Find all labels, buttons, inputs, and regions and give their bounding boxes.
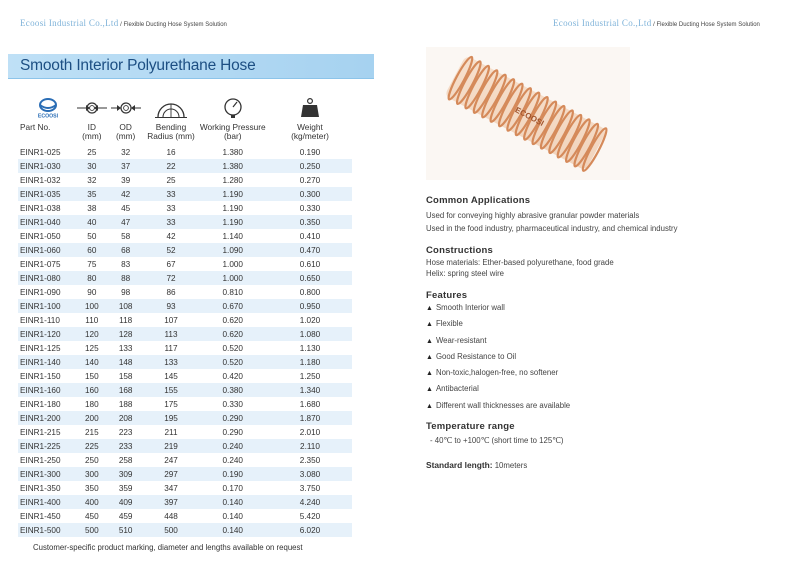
applications-heading: Common Applications xyxy=(426,195,531,206)
bending-radius-cell: 93 xyxy=(144,299,197,313)
working-pressure-cell: 1.380 xyxy=(198,159,268,173)
features-heading: Features xyxy=(426,290,468,301)
id-icon-cell xyxy=(77,96,107,122)
pressure-icon-cell xyxy=(198,96,268,122)
triangle-bullet-icon: ▲ xyxy=(426,321,433,328)
weight-cell: 0.610 xyxy=(299,259,321,269)
od-cell: 148 xyxy=(107,355,145,369)
part-no-cell: EINR1-100 xyxy=(18,299,77,313)
triangle-bullet-icon: ▲ xyxy=(426,370,433,377)
header-right xyxy=(553,18,760,28)
od-cell: 223 xyxy=(118,427,133,437)
working-pressure-cell: 0.170 xyxy=(222,483,243,493)
applications-line: Used in the food industry, pharmaceutical industry, and chemical industry xyxy=(426,224,678,233)
col-header-unit: (bar) xyxy=(223,131,242,141)
standard-length-value: 10meters xyxy=(494,461,528,470)
bending-radius-icon xyxy=(155,97,187,119)
feature-text: Flexible xyxy=(435,319,463,328)
triangle-bullet-icon: ▲ xyxy=(426,354,433,361)
table-row xyxy=(18,481,352,495)
id-cell: 40 xyxy=(77,215,107,229)
id-cell: 350 xyxy=(84,483,99,493)
inner-diameter-icon xyxy=(77,101,107,115)
bending-radius-cell: 86 xyxy=(166,287,176,297)
hose-image xyxy=(426,47,630,180)
bending-radius-cell: 247 xyxy=(164,455,178,465)
id-cell: 25 xyxy=(87,147,97,157)
triangle-bullet-icon: ▲ xyxy=(426,386,433,393)
working-pressure-cell: 0.140 xyxy=(198,523,268,537)
table-row xyxy=(18,397,352,411)
od-cell: 118 xyxy=(119,315,133,325)
pressure-gauge-icon xyxy=(222,97,244,119)
weight-cell: 5.420 xyxy=(299,511,321,521)
feature-item xyxy=(426,352,516,361)
part-no-cell: EINR1-040 xyxy=(18,215,77,229)
spec-table xyxy=(18,96,352,537)
working-pressure-cell: 0.620 xyxy=(222,315,243,325)
table-row xyxy=(18,243,352,257)
od-cell: 37 xyxy=(107,159,145,173)
temperature-value: - 40℃ to +100℃ (short time to 125℃) xyxy=(430,436,564,445)
table-row xyxy=(18,229,352,243)
working-pressure-cell: 0.140 xyxy=(198,495,268,509)
id-cell: 110 xyxy=(85,315,99,325)
od-cell: 83 xyxy=(121,259,131,269)
part-no-cell: EINR1-400 xyxy=(18,495,77,509)
table-row xyxy=(18,201,352,215)
weight-icon-cell xyxy=(268,96,352,122)
table-row xyxy=(18,341,352,355)
bending-radius-cell: 145 xyxy=(164,371,178,381)
od-cell: 42 xyxy=(107,187,145,201)
weight-cell: 1.340 xyxy=(268,383,352,397)
part-no-cell: EINR1-300 xyxy=(18,467,77,481)
working-pressure-cell: 0.190 xyxy=(198,467,268,481)
working-pressure-cell: 1.190 xyxy=(198,187,268,201)
title-banner xyxy=(8,54,374,79)
working-pressure-cell: 1.000 xyxy=(222,259,243,269)
working-pressure-cell: 0.380 xyxy=(198,383,268,397)
col-header-weight xyxy=(268,122,352,145)
standard-length-label: Standard length: xyxy=(426,460,493,470)
working-pressure-cell: 0.140 xyxy=(222,511,243,521)
ecoosi-logo-icon xyxy=(33,97,63,119)
bending-radius-cell: 448 xyxy=(164,511,178,521)
table-row xyxy=(18,159,352,173)
table-row xyxy=(18,271,352,285)
id-cell: 38 xyxy=(87,203,97,213)
od-cell: 258 xyxy=(118,455,133,465)
table-row xyxy=(18,383,352,397)
part-no-cell: EINR1-050 xyxy=(20,231,61,241)
col-header-line: OD xyxy=(119,122,132,132)
col-header-line: ID xyxy=(87,122,96,132)
header-tagline: Flexible Ducting Hose System Solution xyxy=(656,22,760,28)
page-title: Smooth Interior Polyurethane Hose xyxy=(20,57,256,74)
logo-text: ECOOSI xyxy=(38,113,59,119)
part-no-cell: EINR1-500 xyxy=(18,523,77,537)
bending-radius-cell: 25 xyxy=(166,175,176,185)
header-left xyxy=(20,18,227,28)
od-cell: 108 xyxy=(107,299,145,313)
working-pressure-cell: 1.190 xyxy=(198,215,268,229)
feature-text: Wear-resistant xyxy=(435,336,487,345)
weight-cell: 0.410 xyxy=(299,231,321,241)
feature-text: Antibacterial xyxy=(435,384,479,393)
od-cell: 68 xyxy=(107,243,145,257)
col-header-line: Working Pressure xyxy=(199,122,266,132)
weight-cell: 0.950 xyxy=(268,299,352,313)
od-cell: 128 xyxy=(107,327,145,341)
triangle-bullet-icon: ▲ xyxy=(426,305,433,312)
icon-row xyxy=(18,96,352,122)
weight-cell: 1.130 xyxy=(299,343,321,353)
id-cell: 60 xyxy=(77,243,107,257)
bending-radius-cell: 33 xyxy=(144,215,197,229)
feature-item xyxy=(426,368,558,377)
triangle-bullet-icon: ▲ xyxy=(426,338,433,345)
bend-icon-cell xyxy=(144,96,197,122)
id-cell: 80 xyxy=(77,271,107,285)
col-header-line: Weight xyxy=(297,122,323,132)
col-header-line: Part No. xyxy=(20,122,51,132)
header-tagline: Flexible Ducting Hose System Solution xyxy=(123,22,227,28)
id-cell: 140 xyxy=(77,355,107,369)
part-no-cell: EINR1-125 xyxy=(20,343,61,353)
bending-radius-cell: 219 xyxy=(144,439,197,453)
bending-radius-cell: 42 xyxy=(166,231,176,241)
table-row xyxy=(18,467,352,481)
working-pressure-cell: 1.090 xyxy=(198,243,268,257)
constructions-line: Helix: spring steel wire xyxy=(426,269,504,278)
table-row xyxy=(18,145,352,159)
part-no-cell: EINR1-450 xyxy=(20,511,61,521)
od-cell: 168 xyxy=(107,383,145,397)
feature-text: Different wall thicknesses are available xyxy=(435,401,571,410)
header-row xyxy=(18,122,352,145)
feature-item xyxy=(426,384,479,393)
feature-item xyxy=(426,303,505,312)
col-header-pressure xyxy=(198,122,268,145)
bending-radius-cell: 211 xyxy=(164,427,178,437)
company-name: Ecoosi Industrial Co.,Ltd xyxy=(20,18,119,28)
bending-radius-cell: 67 xyxy=(166,259,176,269)
od-cell: 133 xyxy=(118,343,133,353)
standard-length xyxy=(426,460,527,470)
working-pressure-cell: 1.000 xyxy=(198,271,268,285)
od-cell: 98 xyxy=(121,287,131,297)
weight-cell: 0.330 xyxy=(299,203,321,213)
working-pressure-cell: 1.280 xyxy=(222,175,243,185)
working-pressure-cell: 0.810 xyxy=(222,287,243,297)
weight-cell: 2.350 xyxy=(299,455,321,465)
part-no-cell: EINR1-215 xyxy=(20,427,61,437)
col-header-id xyxy=(77,122,107,145)
col-header-bending xyxy=(144,122,197,145)
feature-text: Non-toxic,halogen-free, no softener xyxy=(435,368,559,377)
working-pressure-cell: 1.190 xyxy=(222,203,243,213)
part-no-cell: EINR1-180 xyxy=(20,399,61,409)
feature-text: Good Resistance to Oil xyxy=(435,352,517,361)
table-row xyxy=(18,327,352,341)
table-row xyxy=(18,355,352,369)
bending-radius-cell: 52 xyxy=(144,243,197,257)
weight-cell: 0.190 xyxy=(299,147,321,157)
od-cell: 309 xyxy=(107,467,145,481)
weight-cell: 1.680 xyxy=(299,399,321,409)
weight-cell: 0.800 xyxy=(299,287,321,297)
table-row xyxy=(18,313,352,327)
feature-item xyxy=(426,319,463,328)
id-cell: 200 xyxy=(77,411,107,425)
part-no-cell: EINR1-140 xyxy=(18,355,77,369)
id-cell: 215 xyxy=(84,427,99,437)
weight-cell: 0.350 xyxy=(268,215,352,229)
od-cell: 58 xyxy=(121,231,131,241)
od-cell: 158 xyxy=(118,371,133,381)
working-pressure-cell: 0.330 xyxy=(222,399,243,409)
product-photo xyxy=(426,47,630,180)
bending-radius-cell: 195 xyxy=(144,411,197,425)
id-cell: 500 xyxy=(77,523,107,537)
working-pressure-cell: 0.240 xyxy=(222,455,243,465)
table-row xyxy=(18,173,352,187)
table-row xyxy=(18,285,352,299)
bending-radius-cell: 133 xyxy=(144,355,197,369)
working-pressure-cell: 0.240 xyxy=(198,439,268,453)
id-cell: 250 xyxy=(84,455,99,465)
feature-item xyxy=(426,401,570,410)
id-cell: 120 xyxy=(77,327,107,341)
outer-diameter-icon xyxy=(111,101,141,115)
table-row xyxy=(18,509,352,523)
company-name: Ecoosi Industrial Co.,Ltd xyxy=(553,18,652,28)
id-cell: 50 xyxy=(87,231,97,241)
id-cell: 75 xyxy=(87,259,97,269)
applications-line: Used for conveying highly abrasive granular powder materials xyxy=(426,211,640,220)
weight-cell: 0.470 xyxy=(268,243,352,257)
bending-radius-cell: 33 xyxy=(166,203,176,213)
col-header-unit: (mm) xyxy=(115,131,136,141)
working-pressure-cell: 0.620 xyxy=(198,327,268,341)
table-row xyxy=(18,215,352,229)
id-cell: 125 xyxy=(84,343,99,353)
weight-cell: 2.110 xyxy=(268,439,352,453)
od-cell: 88 xyxy=(107,271,145,285)
id-cell: 300 xyxy=(77,467,107,481)
feature-text: Smooth Interior wall xyxy=(435,303,505,312)
part-no-cell: EINR1-110 xyxy=(20,315,60,325)
table-row xyxy=(18,299,352,313)
table-row xyxy=(18,411,352,425)
od-cell: 510 xyxy=(107,523,145,537)
part-no-cell: EINR1-250 xyxy=(20,455,61,465)
od-cell: 32 xyxy=(121,147,131,157)
id-cell: 32 xyxy=(87,175,97,185)
weight-cell: 1.180 xyxy=(268,355,352,369)
weight-icon xyxy=(299,97,321,119)
od-cell: 208 xyxy=(107,411,145,425)
col-header-part-no xyxy=(18,122,77,145)
weight-cell: 3.750 xyxy=(299,483,321,493)
part-no-cell: EINR1-025 xyxy=(20,147,61,157)
bending-radius-cell: 33 xyxy=(144,187,197,201)
part-no-cell: EINR1-032 xyxy=(20,175,61,185)
bending-radius-cell: 113 xyxy=(144,327,197,341)
bending-radius-cell: 16 xyxy=(166,147,176,157)
table-row xyxy=(18,523,352,537)
feature-item xyxy=(426,336,487,345)
working-pressure-cell: 1.140 xyxy=(222,231,243,241)
id-cell: 180 xyxy=(84,399,99,409)
working-pressure-cell: 0.290 xyxy=(198,411,268,425)
od-cell: 188 xyxy=(118,399,133,409)
col-header-unit: (mm) xyxy=(82,131,102,141)
bending-radius-cell: 297 xyxy=(144,467,197,481)
part-no-cell: EINR1-160 xyxy=(18,383,77,397)
weight-cell: 6.020 xyxy=(268,523,352,537)
bending-radius-cell: 500 xyxy=(144,523,197,537)
bending-radius-cell: 22 xyxy=(144,159,197,173)
od-cell: 39 xyxy=(121,175,131,185)
working-pressure-cell: 0.520 xyxy=(198,355,268,369)
col-header-unit: (kg/meter) xyxy=(291,131,329,141)
col-header-line: Bending xyxy=(155,122,187,132)
col-header-od xyxy=(107,122,145,145)
bending-radius-cell: 347 xyxy=(164,483,178,493)
part-no-cell: EINR1-090 xyxy=(20,287,61,297)
hose-brand-print: ECOOSI xyxy=(513,105,546,128)
id-cell: 35 xyxy=(77,187,107,201)
working-pressure-cell: 0.520 xyxy=(222,343,243,353)
working-pressure-cell: 1.380 xyxy=(222,147,243,157)
bending-radius-cell: 397 xyxy=(144,495,197,509)
table-row xyxy=(18,439,352,453)
constructions-heading: Constructions xyxy=(426,245,493,256)
table-row xyxy=(18,187,352,201)
table-row xyxy=(18,369,352,383)
weight-cell: 1.080 xyxy=(268,327,352,341)
id-cell: 225 xyxy=(77,439,107,453)
part-no-cell: EINR1-030 xyxy=(18,159,77,173)
id-cell: 150 xyxy=(84,371,99,381)
od-cell: 45 xyxy=(121,203,131,213)
part-no-cell: EINR1-200 xyxy=(18,411,77,425)
od-cell: 359 xyxy=(118,483,133,493)
bending-radius-cell: 107 xyxy=(164,315,178,325)
table-footnote: Customer-specific product marking, diameter and lengths available on request xyxy=(33,543,303,552)
id-cell: 90 xyxy=(87,287,97,297)
table-row xyxy=(18,453,352,467)
weight-cell: 2.010 xyxy=(299,427,321,437)
weight-cell: 1.870 xyxy=(268,411,352,425)
logo-cell xyxy=(18,96,77,122)
bending-radius-cell: 117 xyxy=(164,343,178,353)
table-row xyxy=(18,425,352,439)
od-cell: 459 xyxy=(118,511,133,521)
id-cell: 30 xyxy=(77,159,107,173)
triangle-bullet-icon: ▲ xyxy=(426,403,433,410)
working-pressure-cell: 0.290 xyxy=(222,427,243,437)
table-row xyxy=(18,495,352,509)
bending-radius-cell: 175 xyxy=(164,399,178,409)
table-row xyxy=(18,257,352,271)
temperature-heading: Temperature range xyxy=(426,421,515,432)
weight-cell: 3.080 xyxy=(268,467,352,481)
bending-radius-cell: 155 xyxy=(144,383,197,397)
id-cell: 160 xyxy=(77,383,107,397)
od-cell: 409 xyxy=(107,495,145,509)
part-no-cell: EINR1-038 xyxy=(20,203,61,213)
weight-cell: 4.240 xyxy=(268,495,352,509)
id-cell: 450 xyxy=(84,511,99,521)
working-pressure-cell: 0.670 xyxy=(198,299,268,313)
part-no-cell: EINR1-350 xyxy=(20,483,61,493)
part-no-cell: EINR1-060 xyxy=(18,243,77,257)
working-pressure-cell: 0.420 xyxy=(222,371,243,381)
header-separator: / xyxy=(653,22,655,28)
part-no-cell: EINR1-080 xyxy=(18,271,77,285)
weight-cell: 0.300 xyxy=(268,187,352,201)
weight-cell: 1.250 xyxy=(299,371,321,381)
part-no-cell: EINR1-035 xyxy=(18,187,77,201)
weight-cell: 0.270 xyxy=(299,175,321,185)
header-separator: / xyxy=(120,22,122,28)
od-icon-cell xyxy=(107,96,145,122)
id-cell: 100 xyxy=(77,299,107,313)
weight-cell: 0.650 xyxy=(268,271,352,285)
od-cell: 233 xyxy=(107,439,145,453)
col-header-unit: Radius (mm) xyxy=(147,131,195,141)
bending-radius-cell: 72 xyxy=(144,271,197,285)
part-no-cell: EINR1-150 xyxy=(20,371,61,381)
part-no-cell: EINR1-120 xyxy=(18,327,77,341)
weight-cell: 1.020 xyxy=(299,315,321,325)
part-no-cell: EINR1-225 xyxy=(18,439,77,453)
id-cell: 400 xyxy=(77,495,107,509)
od-cell: 47 xyxy=(107,215,145,229)
weight-cell: 0.250 xyxy=(268,159,352,173)
constructions-line: Hose materials: Ether-based polyurethane, food grade xyxy=(426,258,614,267)
part-no-cell: EINR1-075 xyxy=(20,259,61,269)
